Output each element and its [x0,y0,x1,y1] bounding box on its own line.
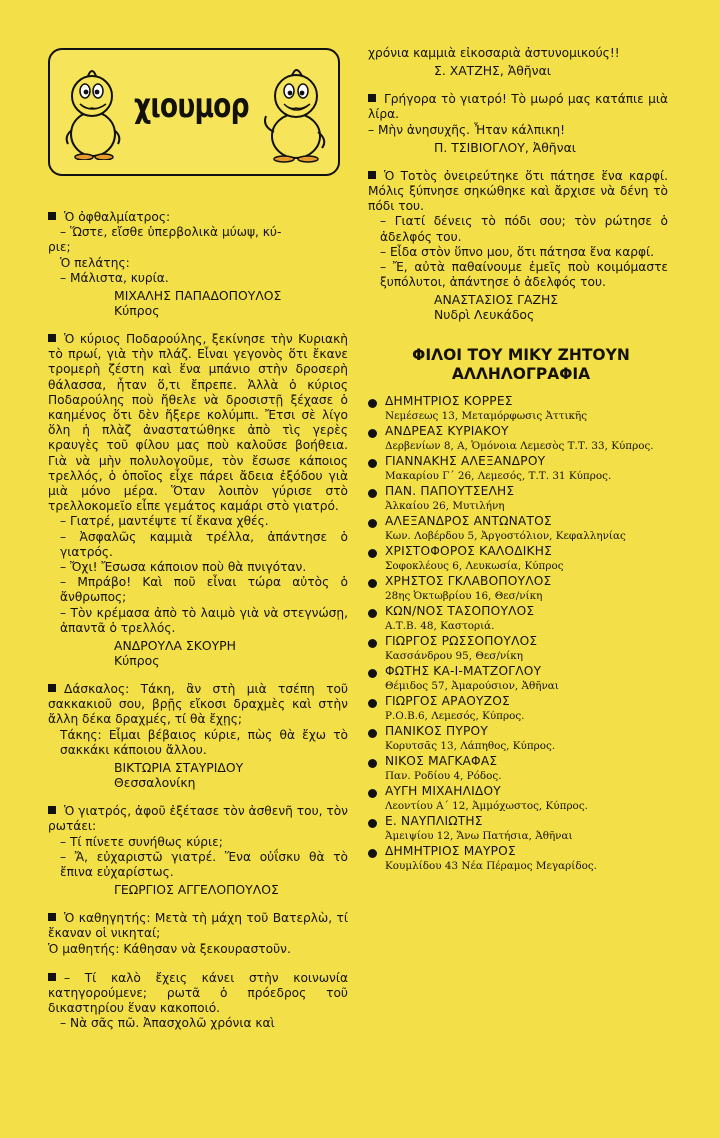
pen-pal-info [385,574,551,603]
humor-title: χιουμορ [134,86,249,126]
pen-pal-info [385,454,611,483]
pen-pal-info [385,724,555,753]
joke-1-text-1: Ὁ ὀφθαλμίατρος: [64,210,171,224]
pen-pal-name: ΧΡΗΣΤΟΣ ΓΚΛΑΒΟΠΟΥΛΟΣ [385,574,552,589]
pen-pal-address: Σοφοκλέους 6, Λευκωσία, Κύπρος [385,560,564,573]
pen-pal-address: Μακαρίου Γ΄ 26, Λεμεσός, Τ.Τ. 31 Κύπρος. [385,470,612,483]
pen-pal-info [385,814,573,843]
square-bullet-icon [48,334,56,342]
round-bullet-icon [368,789,377,798]
pen-pal-entry [368,784,668,813]
round-bullet-icon [368,399,377,408]
pen-pal-entry [368,394,668,423]
joke-5-body: Ὁ καθηγητής: Μετὰ τὴ μάχη τοῦ Βατερλὼ, τί ἔκαναν οἱ νικηταί; [48,911,348,941]
round-bullet-icon [368,729,377,738]
joke-1-line-4: Ὁ πελάτης: [60,255,130,270]
pen-pal-info [385,844,597,873]
joke-3-text [48,682,348,728]
joke-8-line-3: – Ἔ, αὐτὰ παθαίνουμε ἐμεῖς ποὺ κοιμόμαστε ξυπόλυτοι, ἀπάντησε ὁ ἀδελφός του. [380,260,668,290]
pen-pal-address: Ἀλκαίου 26, Μυτιλήνη [385,500,505,513]
joke-3-body: Δάσκαλος: Τάκη, ἂν στὴ μιὰ τσέπη τοῦ σακκακιοῦ σου, βρῇς εἴκοσι δραχμὲς καὶ στὴν ἄλλη δέκα δραχμές, τί θὰ ἔχῃς; [48,682,348,727]
pen-pal-name: ΠΑΝ. ΠΑΠΟΥΤΣΕΛΗΣ [385,484,515,499]
joke-2-line-1: – Γιατρέ, μαντέψτε τί ἔκανα χθές. [60,514,269,529]
pen-pal-info [385,694,524,723]
pen-pal-name: ΠΑΝΙΚΟΣ ΠΥΡΟΥ [385,724,488,739]
joke-2-line-5: – Τὸν κρέμασα ἀπὸ τὸ λαιμὸ γιὰ νὰ στεγνώσῃ, ἀπαντᾶ ὁ τρελλός. [60,605,348,635]
pen-pal-address: Ἀμειψίου 12, Ἄνω Πατήσια, Ἀθῆναι [385,830,573,843]
square-bullet-icon [48,806,56,814]
joke-7-author: Π. ΤΣΙΒΙΟΓΛΟΥ, Ἀθῆναι [434,139,576,155]
pen-pal-entry [368,634,668,663]
humor-header-box [48,48,340,176]
joke-1-author: ΜΙΧΑΛΗΣ ΠΑΠΑΔΟΠΟΥΛΟΣ [114,288,282,304]
pen-pal-info [385,784,588,813]
pen-pal-name: ΓΙΩΡΓΟΣ ΡΩΣΣΟΠΟΥΛΟΣ [385,634,538,649]
pen-pal-entry [368,604,668,633]
round-bullet-icon [368,489,377,498]
pen-pal-entry [368,664,668,693]
joke-2-body: Ὁ κύριος Ποδαρούλης, ξεκίνησε τὴν Κυριακὴ τὸ πρωί, γιὰ τὴν πλάζ. Εἶναι γεγονὸς ὅτι ἔκανε τρομερὴ ζέστη καὶ ἕνα μπάνιο στὴν δροσερὴ θάλασσα, ἦταν ὅ,τι ἔπρεπε. Ἀλλὰ ὁ κύριος Ποδαρούλης ποὺ ἤθελε νὰ δροσιστῇ ξέχασε ὁ καημένος ὅτι δὲν ἤξερε κολύμπι. Ἔτσι σὲ λίγο ὅλη ἡ πλὰζ ἀναστατώθηκε ἀπὸ τὶς γερὲς κραυγὲς τοῦ φίλου μας ποὺ καλοῦσε βοήθεια. Γιὰ νὰ μὴν πολυλογοῦμε, τὸν ἔσωσε κάποιος τρελλός, ὁ ὁποῖος εἶχε πάρει ἄδεια ἐξόδου γιὰ μιὰ μόνο μέρα. Ὅταν λοιπὸν γύρισε στὸ τρελλοκομεῖο εἶπε γεμάτος καμάρι στὸ γιατρό. [48,332,348,514]
pen-pal-info [385,424,654,453]
joke-1-line-1 [48,210,348,225]
joke-3-line-2: Τάκης: Εἶμαι βέβαιος κύριε, πὼς θὰ ἔχω τὸ σακκάκι κάποιου ἄλλου. [60,727,348,757]
pen-pal-info [385,394,587,423]
joke-3-author: ΒΙΚΤΩΡΙΑ ΣΤΑΥΡΙΔΟΥ [114,760,244,776]
joke-4 [48,804,348,897]
pen-pal-address: Παν. Ροδίου 4, Ρόδος. [385,770,502,783]
joke-5-line-2: Ὁ μαθητής: Κάθησαν νὰ ξεκουραστοῦν. [48,941,291,956]
pen-pal-name: Ε. ΝΑΥΠΛΙΩΤΗΣ [385,814,483,829]
joke-6 [48,971,348,1032]
pen-pal-name: ΚΩΝ/ΝΟΣ ΤΑΣΟΠΟΥΛΟΣ [385,604,535,619]
square-bullet-icon [48,973,56,981]
joke-6-author: Σ. ΧΑΤΖΗΣ, Ἀθῆναι [434,63,551,79]
joke-5-text [48,911,348,941]
square-bullet-icon [48,212,56,220]
joke-1-place: Κύπρος [114,303,160,319]
joke-8 [368,169,668,323]
round-bullet-icon [368,429,377,438]
pen-pal-address: Κουμλίδου 43 Νέα Πέραμος Μεγαρίδος. [385,860,597,873]
pen-pal-name: ΔΗΜΗΤΡΙΟΣ ΜΑΥΡΟΣ [385,844,516,859]
joke-8-line-2: – Εἶδα στὸν ὕπνο μου, ὅτι πάτησα ἕνα καρφί. [380,244,655,259]
joke-2-author: ΑΝΔΡΟΥΛΑ ΣΚΟΥΡΗ [114,638,236,654]
pen-pal-info [385,514,626,543]
pen-pal-address: Κων. Λοβέρδου 5, Ἀργοστόλιον, Κεφαλληνίας [385,530,626,543]
joke-3-place: Θεσσαλονίκη [114,775,196,791]
joke-5 [48,911,348,957]
pen-pal-info [385,604,534,633]
joke-2-line-3: – Ὄχι! Ἔσωσα κάποιον ποὺ θὰ πνιγόταν. [60,560,307,575]
pen-pal-entry [368,424,668,453]
pen-pal-name: ΦΩΤΗΣ ΚΑ-Ι-ΜΑΤΖΟΓΛΟΥ [385,664,542,679]
pen-pal-address: Λεοντίου Α΄ 12, Ἀμμόχωστος, Κύπρος. [385,800,588,813]
joke-4-text [48,804,348,834]
joke-2-line-4: – Μπράβο! Καὶ ποῦ εἶναι τώρα αὐτὸς ὁ ἄνθρωπος; [60,575,348,605]
round-bullet-icon [368,819,377,828]
joke-6-continued [368,46,668,78]
joke-6-text [48,971,348,1017]
pen-pal-name: ΝΙΚΟΣ ΜΑΓΚΑΦΑΣ [385,754,498,769]
joke-8-body: Ὁ Τοτὸς ὀνειρεύτηκε ὅτι πάτησε ἕνα καρφί. Μόλις ξύπνησε σηκώθηκε καὶ ἄρχισε νὰ δένη τὸ πόδι του. [368,168,668,214]
pen-pal-address: Κασσάνδρου 95, Θεσ/νίκη [385,650,523,663]
pen-pal-entry [368,544,668,573]
pen-pal-name: ΧΡΙΣΤΟΦΟΡΟΣ ΚΑΛΟΔΙΚΗΣ [385,544,552,559]
pen-pal-entry [368,694,668,723]
joke-8-line-1: – Γιατί δένεις τὸ πόδι σου; τὸν ρώτησε ὁ ἀδελφός του. [380,214,668,244]
round-bullet-icon [368,759,377,768]
joke-6-line-2: – Νὰ σᾶς πῶ. Ἀπασχολῶ χρόνια καὶ [60,1016,275,1031]
pen-pal-entry [368,754,668,783]
round-bullet-icon [368,849,377,858]
round-bullet-icon [368,549,377,558]
pen-pal-entry [368,724,668,753]
duck-left-illustration [58,64,128,160]
joke-2-text [48,332,348,514]
pen-pal-info [385,484,514,513]
left-column [48,48,348,1032]
joke-8-text [368,169,668,215]
joke-1-line-2: – Ὥστε, εἴσθε ὑπερβολικὰ μύωψ, κύ- [60,225,282,240]
joke-4-line-1: – Τί πίνετε συνήθως κύριε; [60,834,223,849]
joke-7-line-2: – Μὴν ἀνησυχῆς. Ἦταν κάλπικη! [368,122,566,137]
square-bullet-icon [48,913,56,921]
joke-4-author: ΓΕΩΡΓΙΟΣ ΑΓΓΕΛΟΠΟΥΛΟΣ [114,882,279,898]
pen-pal-info [385,544,564,573]
pen-pal-info [385,664,559,693]
pen-pal-address: 28ης Ὀκτωβρίου 16, Θεσ/νίκη [385,590,543,603]
pen-pal-address: Κορυτσᾶς 13, Λάπηθος, Κύπρος. [385,740,556,753]
pen-pal-name: ΓΙΑΝΝΑΚΗΣ ΑΛΕΞΑΝΔΡΟΥ [385,454,546,469]
square-bullet-icon [368,171,376,179]
pen-pal-entry [368,844,668,873]
joke-8-author: ΑΝΑΣΤΑΣΙΟΣ ΓΑΖΗΣ [434,292,559,308]
joke-1-line-5: – Μάλιστα, κυρία. [60,270,169,285]
joke-1 [48,210,348,318]
round-bullet-icon [368,519,377,528]
pen-pal-entry [368,514,668,543]
square-bullet-icon [368,94,376,102]
joke-7-text [368,92,668,122]
pen-pal-name: ΔΗΜΗΤΡΙΟΣ ΚΟΡΡΕΣ [385,394,513,409]
joke-4-line-2: – Ἄ, εὐχαριστῶ γιατρέ. Ἕνα οὐΐσκυ θὰ τὸ ἔπινα εὐχαρίστως. [60,849,348,879]
pen-pal-address: Ρ.Ο.Β.6, Λεμεσός, Κύπρος. [385,710,525,723]
pen-pal-name: ΓΙΩΡΓΟΣ ΑΡΑΟΥΖΟΣ [385,694,510,709]
pen-pal-entry [368,574,668,603]
pen-pal-address: Νεμέσεως 13, Μεταμόρφωσις Ἀττικῆς [385,410,588,423]
round-bullet-icon [368,699,377,708]
pen-pal-name: ΑΛΕΞΑΝΔΡΟΣ ΑΝΤΩΝΑΤΟΣ [385,514,552,529]
pen-pals-list [368,394,668,873]
joke-8-place: Νυδρὶ Λευκάδος [434,307,535,323]
joke-2-place: Κύπρος [114,653,160,669]
pen-pal-address: Θέμιδος 57, Ἀμαρούσιον, Ἀθῆναι [385,680,559,693]
duck-right-illustration [256,60,332,164]
round-bullet-icon [368,669,377,678]
round-bullet-icon [368,579,377,588]
pen-pals-heading: ΦΙΛΟΙ ΤΟΥ ΜΙΚΥ ΖΗΤΟΥΝ ΑΛΛΗΛΟΓΡΑΦΙΑ [412,346,630,384]
joke-6-cont-text: χρόνια καμμιὰ εἰκοσαριὰ ἀστυνομικούς!! [368,46,620,60]
round-bullet-icon [368,609,377,618]
pen-pal-entry [368,484,668,513]
pen-pal-address: Δερβενίων 8, Α, Ὁμόνοια Λεμεσὸς Τ.Τ. 33, Κύπρος. [385,440,654,453]
joke-6-body: – Τί καλὸ ἔχεις κάνει στὴν κοινωνία κατηγορούμενε; ρωτᾶ ὁ πρόεδρος τοῦ δικαστηρίου ἕναν κακοποιό. [48,970,348,1016]
joke-1-line-3: ριε; [48,240,71,255]
round-bullet-icon [368,639,377,648]
right-column [368,46,668,874]
joke-3 [48,682,348,790]
joke-7 [368,92,668,155]
pen-pal-address: Α.Τ.Β. 48, Καστοριά. [385,620,495,633]
joke-7-body: Γρήγορα τὸ γιατρό! Τὸ μωρό μας κατάπιε μιὰ λίρα. [368,92,668,122]
pen-pal-entry [368,454,668,483]
pen-pal-name: ΑΝΔΡΕΑΣ ΚΥΡΙΑΚΟΥ [385,424,509,439]
joke-2 [48,332,348,668]
round-bullet-icon [368,459,377,468]
pen-pal-entry [368,814,668,843]
joke-2-line-2: – Ἀσφαλῶς καμμιὰ τρέλλα, ἀπάντησε ὁ γιατρός. [60,529,348,559]
pen-pal-info [385,754,502,783]
pen-pal-name: ΑΥΓΗ ΜΙΧΑΗΛΙΔΟΥ [385,784,501,799]
pen-pal-info [385,634,537,663]
square-bullet-icon [48,684,56,692]
joke-4-body: Ὁ γιατρός, ἀφοῦ ἐξέτασε τὸν ἀσθενῆ του, τὸν ρωτάει: [48,804,348,834]
